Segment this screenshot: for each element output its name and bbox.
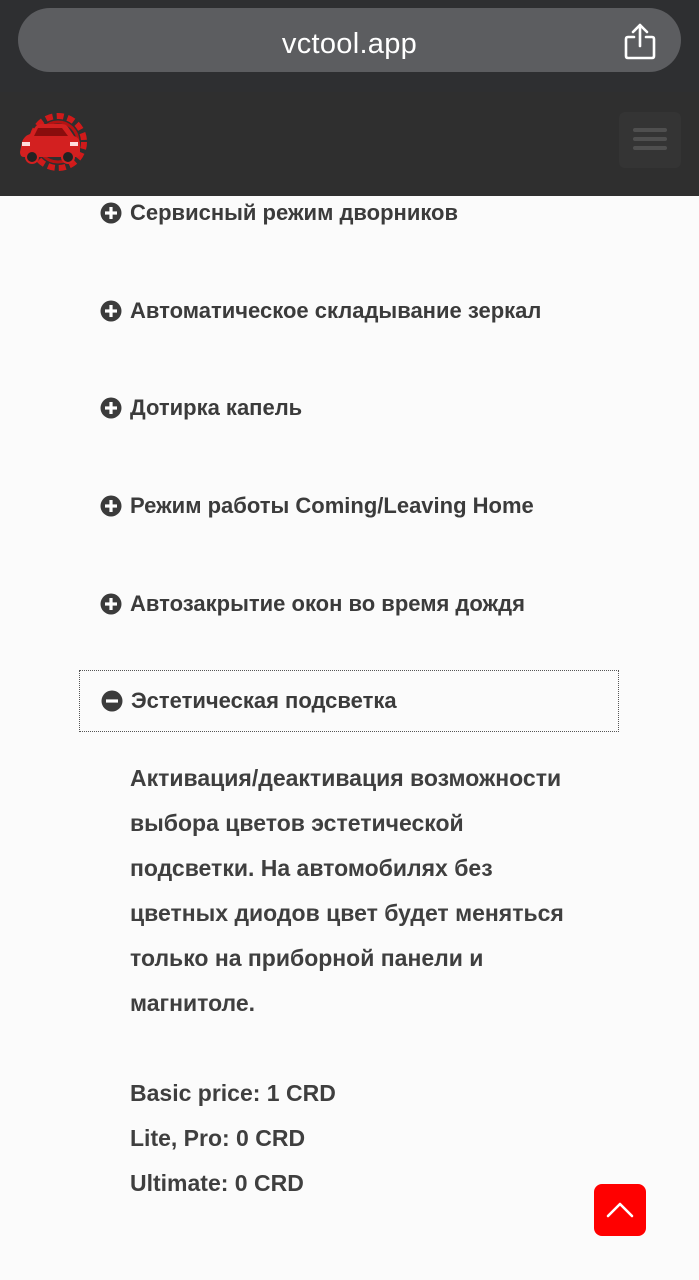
browser-bar xyxy=(0,0,699,92)
plus-circle-icon xyxy=(100,495,122,517)
description-line: цветных диодов цвет будет меняться xyxy=(130,900,564,926)
share-icon[interactable] xyxy=(623,22,657,60)
accordion-item-label: Сервисный режим дворников xyxy=(130,200,459,225)
menu-bar xyxy=(633,146,667,150)
description-line: только на приборной панели и xyxy=(130,945,484,971)
minus-circle-icon xyxy=(101,690,123,712)
accordion-item-label: Автоматическое складывание зеркал xyxy=(130,298,542,323)
description-line: Активация/деактивация возможности xyxy=(130,765,562,791)
address-bar[interactable] xyxy=(18,8,681,72)
url-text[interactable]: vctool.app xyxy=(281,28,418,60)
accordion-item-rain-window-close[interactable] xyxy=(100,591,525,617)
description-line: выбора цветов эстетической xyxy=(130,810,464,836)
hamburger-menu-icon[interactable] xyxy=(619,112,681,168)
accordion-item-coming-leaving-home[interactable] xyxy=(100,493,534,519)
plus-circle-icon xyxy=(100,300,122,322)
chevron-up-icon xyxy=(594,1184,646,1236)
plus-circle-icon xyxy=(100,397,122,419)
scroll-to-top-button[interactable] xyxy=(594,1184,646,1236)
accordion-panel-description xyxy=(130,756,630,1026)
accordion-item-label: Эстетическая подсветка xyxy=(131,688,397,713)
menu-bar xyxy=(633,137,667,141)
description-line: подсветки. На автомобилях без xyxy=(130,855,493,881)
price-ultimate: Ultimate: 0 CRD xyxy=(130,1170,304,1196)
plus-circle-icon xyxy=(100,593,122,615)
accordion-item-wiper-service[interactable] xyxy=(100,200,458,226)
menu-bar xyxy=(633,128,667,132)
accordion-item-ambient-lighting[interactable] xyxy=(79,670,619,732)
accordion-item-label: Режим работы Coming/Leaving Home xyxy=(130,493,534,518)
accordion-item-label: Автозакрытие окон во время дождя xyxy=(130,591,525,616)
price-basic: Basic price: 1 CRD xyxy=(130,1080,336,1106)
price-lite-pro: Lite, Pro: 0 CRD xyxy=(130,1125,306,1151)
plus-circle-icon xyxy=(100,202,122,224)
site-header xyxy=(0,92,699,196)
accordion-item-drip-wipe[interactable] xyxy=(100,395,302,421)
description-line: магнитоле. xyxy=(130,990,256,1016)
accordion-item-mirror-fold[interactable] xyxy=(100,298,541,324)
accordion-item-label: Дотирка капель xyxy=(130,395,303,420)
car-gear-logo[interactable] xyxy=(14,112,90,172)
